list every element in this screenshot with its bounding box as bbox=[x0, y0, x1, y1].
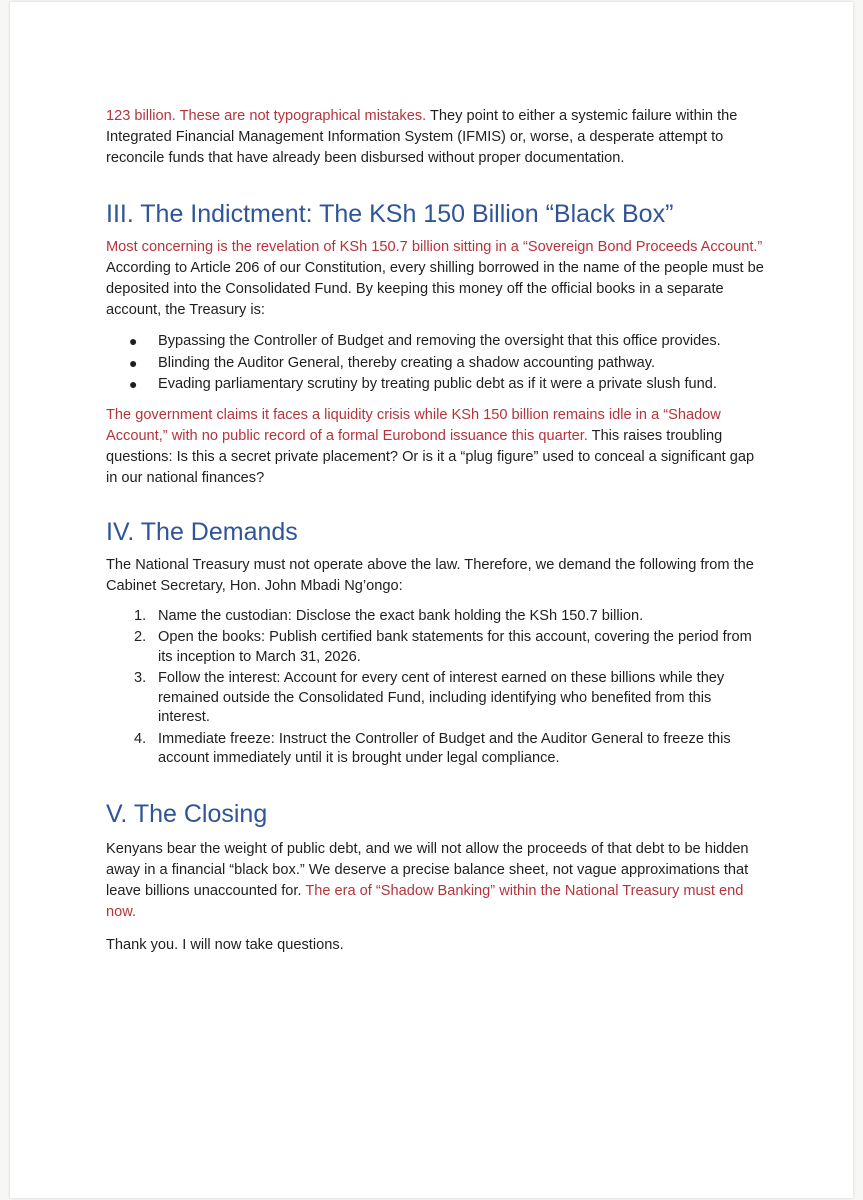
demand-number: 4. bbox=[134, 730, 147, 747]
indictment-text-2: This raises troubling questions: Is this a secret private placement? Or is it a “plug figure” used to conceal a significant gap in our national finances? bbox=[106, 427, 755, 486]
demand-number: 2. bbox=[134, 629, 147, 645]
demand-item bbox=[106, 607, 766, 627]
closing-final-line: Thank you. I will now take questions. bbox=[106, 936, 344, 953]
intro-paragraph bbox=[106, 106, 766, 169]
intro-text: They point to either a systemic failure within the Integrated Financial Management Information System (IFMIS) or, worse, a desperate attempt to reconcile funds that have already been disbursed without proper documentation. bbox=[106, 108, 738, 166]
indictment-emphasis-2: The government claims it faces a liquidity crisis while KSh 150 billion remains idle in a “Shadow Account,” with no public record of a formal Eurobond issuance this quarter. bbox=[106, 406, 721, 444]
indictment-text-1: According to Article 206 of our Constitution, every shilling borrowed in the name of the people must be deposited into the Consolidated Fund. By keeping this money off the official books in a separate account, the Treasury is: bbox=[106, 260, 764, 318]
document-page bbox=[10, 2, 853, 1198]
demand-text: Immediate freeze: Instruct the Controller of Budget and the Auditor General to freeze this account immediately until it is brought under legal compliance. bbox=[158, 730, 731, 766]
closing-emphasis: The era of “Shadow Banking” within the National Treasury must end now. bbox=[106, 882, 744, 920]
document-body bbox=[106, 106, 766, 956]
demand-item bbox=[106, 628, 766, 667]
demand-number: 1. bbox=[134, 607, 147, 624]
demand-text: Name the custodian: Disclose the exact bank holding the KSh 150.7 billion. bbox=[158, 607, 644, 624]
closing-text: Kenyans bear the weight of public debt, and we will not allow the proceeds of that debt to be hidden away in a financial “black box.” We deserve a precise balance sheet, not vague approximations that leave billions unaccounted for. bbox=[106, 840, 749, 899]
section-heading-closing: V. The Closing bbox=[106, 799, 268, 828]
bullet-text: Blinding the Auditor General, thereby creating a shadow accounting pathway. bbox=[158, 354, 656, 371]
bullet-item bbox=[106, 374, 766, 396]
demand-text: Follow the interest: Account for every cent of interest earned on these billions while they remained outside the Consolidated Fund, including identifying who benefited from this interest. bbox=[158, 670, 725, 725]
indictment-paragraph-1 bbox=[106, 237, 766, 321]
bullet-icon: ● bbox=[129, 354, 138, 371]
demands-numbered-list bbox=[106, 607, 766, 769]
demand-text: Open the books: Publish certified bank statements for this account, covering the period from its inception to March 31, 2026. bbox=[158, 629, 752, 665]
intro-emphasis: 123 billion. These are not typographical mistakes. bbox=[106, 108, 427, 124]
section-heading-indictment: III. The Indictment: The KSh 150 Billion “Black Box” bbox=[106, 200, 674, 228]
indictment-bullet-list bbox=[106, 331, 766, 396]
bullet-text: Evading parliamentary scrutiny by treating public debt as if it were a private slush fund. bbox=[158, 376, 717, 392]
indictment-emphasis-1: Most concerning is the revelation of KSh 150.7 billion sitting in a “Sovereign Bond Proceeds Account.” bbox=[106, 239, 763, 255]
section-heading-demands: IV. The Demands bbox=[106, 517, 298, 546]
demand-item bbox=[106, 730, 766, 769]
bullet-item bbox=[106, 353, 766, 375]
closing-paragraph bbox=[106, 839, 766, 923]
bullet-text: Bypassing the Controller of Budget and removing the oversight that this office provides. bbox=[158, 333, 721, 349]
indictment-paragraph-2 bbox=[106, 405, 766, 489]
demands-intro-paragraph: The National Treasury must not operate above the law. Therefore, we demand the following from the Cabinet Secretary, Hon. John Mbadi Ng’ongo: bbox=[106, 556, 754, 594]
bullet-icon: ● bbox=[129, 376, 138, 392]
bullet-icon: ● bbox=[129, 333, 138, 349]
demand-number: 3. bbox=[134, 670, 147, 686]
bullet-item bbox=[106, 331, 766, 353]
demand-item bbox=[106, 669, 766, 728]
